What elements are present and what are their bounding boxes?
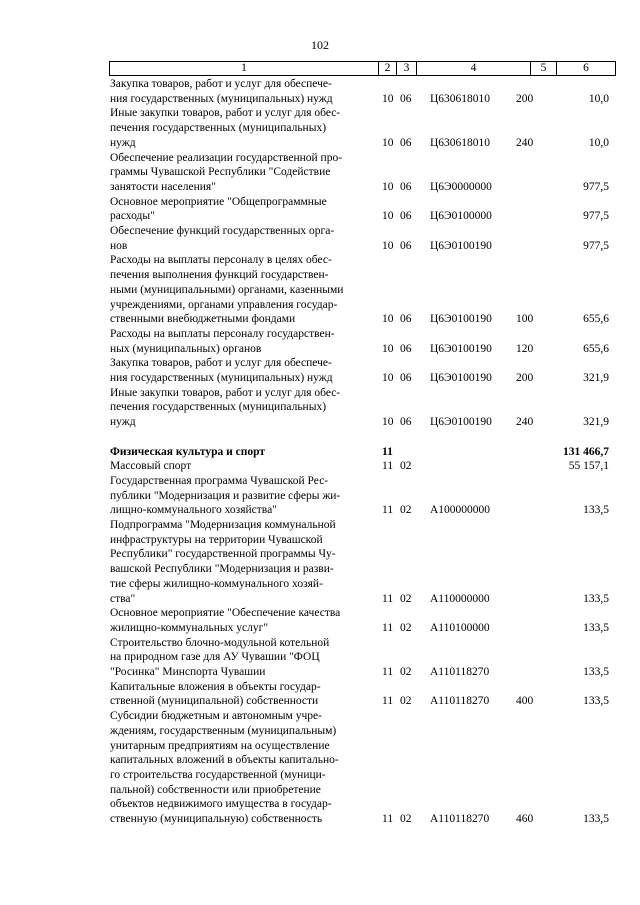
subsection-code: 06 <box>400 416 412 429</box>
row-description: Основное мероприятие "Общепрограммные расходы" <box>110 195 327 223</box>
header-col-3: 3 <box>397 62 417 76</box>
section-code: 11 <box>382 592 394 605</box>
row-description: Субсидии бюджетным и автономным учре- ждениям, государственным (муниципальным) унитарным предприятиям на осуществление капитальных вложений в объекты капитально- го строительства государственной (муници- пальной) собственности или приобретение объектов недвижимого имущества в государ- ственную (муниципальную) собственность <box>110 710 339 826</box>
row-description: Физическая культура и спорт <box>110 445 266 458</box>
section-code: 10 <box>382 239 394 252</box>
amount: 133,5 <box>583 592 609 605</box>
target-article-code: Ц6Э0100000 <box>430 210 492 223</box>
subsection-code: 02 <box>400 504 412 517</box>
subsection-code: 06 <box>400 342 412 355</box>
table-row <box>0 253 640 327</box>
section-code: 11 <box>382 504 394 517</box>
subsection-code: 06 <box>400 180 412 193</box>
table-row <box>0 709 640 827</box>
target-article-code: Ц630618010 <box>430 92 491 105</box>
amount: 655,6 <box>583 313 609 326</box>
table-row <box>0 518 640 606</box>
amount: 321,9 <box>583 371 609 384</box>
section-code: 11 <box>382 695 394 708</box>
amount: 10,0 <box>588 92 609 105</box>
target-article-code: Ц6Э0100190 <box>430 342 492 355</box>
target-article-code: Ц6Э0100190 <box>430 416 492 429</box>
table-row <box>0 459 640 474</box>
target-article-code: Ц6Э0100190 <box>430 313 492 326</box>
row-description: Массовый спорт <box>110 460 192 473</box>
target-article-code: Ц630618010 <box>430 136 491 149</box>
amount: 321,9 <box>583 416 609 429</box>
row-description: Государственная программа Чувашской Рес- публики "Модернизация и развитие сферы жи- лищно-коммунального хозяйства" <box>110 474 341 517</box>
row-description: Закупка товаров, работ и услуг для обеспече- ния государственных (муниципальных) нужд <box>110 78 333 105</box>
subsection-code: 06 <box>400 239 412 252</box>
table-row <box>0 327 640 356</box>
subsection-code: 06 <box>400 92 412 105</box>
table-row <box>0 224 640 253</box>
table-row <box>0 195 640 224</box>
amount: 977,5 <box>583 239 609 252</box>
row-description: Обеспечение реализации государственной про- граммы Чувашской Республики "Содействие занятости населения" <box>110 151 343 193</box>
row-description: Расходы на выплаты персоналу в целях обес- печения выполнения функций государствен- ными (муниципальными) органами, казенными учреждениями, органами управления государ- ственными внебюджетными фондами <box>110 254 344 326</box>
section-code: 11 <box>382 460 394 473</box>
section-code: 11 <box>382 621 394 634</box>
table-row <box>0 636 640 680</box>
expense-type-code: 460 <box>516 812 534 825</box>
row-description: Расходы на выплаты персоналу государствен- ных (муниципальных) органов <box>110 327 335 355</box>
table-row <box>0 680 640 709</box>
table-row <box>0 606 640 635</box>
expense-type-code: 200 <box>516 371 534 384</box>
expense-type-code: 200 <box>516 92 534 105</box>
header-col-5: 5 <box>531 62 557 76</box>
amount: 133,5 <box>583 665 609 678</box>
amount: 133,5 <box>583 695 609 708</box>
subsection-code: 02 <box>400 621 412 634</box>
header-col-4: 4 <box>417 62 531 76</box>
section-code: 11 <box>382 445 393 458</box>
amount: 133,5 <box>583 621 609 634</box>
target-article-code: Ц6Э0100190 <box>430 371 492 384</box>
target-article-code: А110118270 <box>430 812 490 825</box>
row-description: Обеспечение функций государственных орга- нов <box>110 225 335 252</box>
header-col-1: 1 <box>110 62 379 76</box>
section-code: 10 <box>382 180 394 193</box>
section-code: 10 <box>382 210 394 223</box>
section-code: 10 <box>382 371 394 384</box>
table-header <box>109 61 616 76</box>
row-description: Основное мероприятие "Обеспечение качества жилищно-коммунальных услуг" <box>110 607 341 634</box>
expense-type-code: 400 <box>516 695 534 708</box>
subsection-code: 06 <box>400 210 412 223</box>
amount: 131 466,7 <box>563 445 609 458</box>
subsection-code: 06 <box>400 371 412 384</box>
subsection-code: 02 <box>400 665 412 678</box>
table-row <box>0 474 640 518</box>
target-article-code: А110118270 <box>430 695 490 708</box>
amount: 133,5 <box>583 812 609 825</box>
table-row <box>0 77 640 106</box>
header-col-6: 6 <box>557 62 616 76</box>
target-article-code: А110100000 <box>430 621 490 634</box>
subsection-code: 06 <box>400 136 412 149</box>
section-code: 10 <box>382 342 394 355</box>
amount: 55 157,1 <box>568 460 609 473</box>
table-row <box>0 445 640 460</box>
table-row <box>0 356 640 385</box>
subsection-code: 06 <box>400 313 412 326</box>
row-description: Закупка товаров, работ и услуг для обеспече- ния государственных (муниципальных) нужд <box>110 357 333 384</box>
section-code: 11 <box>382 812 394 825</box>
expense-type-code: 240 <box>516 136 534 149</box>
row-description: Иные закупки товаров, работ и услуг для обес- печения государственных (муниципальных) нужд <box>110 386 341 429</box>
target-article-code: А100000000 <box>430 504 491 517</box>
page-number: 102 <box>311 38 329 52</box>
amount: 977,5 <box>583 180 609 193</box>
table-row <box>0 386 640 430</box>
expense-type-code: 100 <box>516 313 534 326</box>
subsection-code: 02 <box>400 812 412 825</box>
target-article-code: А110000000 <box>430 592 490 605</box>
amount: 655,6 <box>583 342 609 355</box>
subsection-code: 02 <box>400 460 412 473</box>
row-description: Капитальные вложения в объекты государ- ственной (муниципальной) собственности <box>110 680 321 708</box>
target-article-code: А110118270 <box>430 665 490 678</box>
amount: 977,5 <box>583 210 609 223</box>
target-article-code: Ц6Э0100190 <box>430 239 492 252</box>
target-article-code: Ц6Э0000000 <box>430 180 492 193</box>
section-code: 10 <box>382 313 394 326</box>
table-row <box>0 106 640 150</box>
expense-type-code: 120 <box>516 342 534 355</box>
row-description: Подпрограмма "Модернизация коммунальной инфраструктуры на территории Чувашской Республики" государственной программы Чу- вашской Республики "Модернизация и разви- тие сферы жилищно-коммунального хозяй- ства" <box>110 519 336 605</box>
table-row <box>0 151 640 195</box>
row-description: Строительство блочно-модульной котельной на природном газе для АУ Чувашии "ФОЦ "Росинка" Минспорта Чувашии <box>110 636 330 678</box>
section-code: 11 <box>382 665 394 678</box>
subsection-code: 02 <box>400 695 412 708</box>
row-description: Иные закупки товаров, работ и услуг для обес- печения государственных (муниципальных) нужд <box>110 107 341 149</box>
section-code: 10 <box>382 416 394 429</box>
expense-type-code: 240 <box>516 416 534 429</box>
header-col-2: 2 <box>379 62 397 76</box>
section-code: 10 <box>382 136 394 149</box>
amount: 10,0 <box>588 136 609 149</box>
amount: 133,5 <box>583 504 609 517</box>
section-code: 10 <box>382 92 394 105</box>
subsection-code: 02 <box>400 592 412 605</box>
